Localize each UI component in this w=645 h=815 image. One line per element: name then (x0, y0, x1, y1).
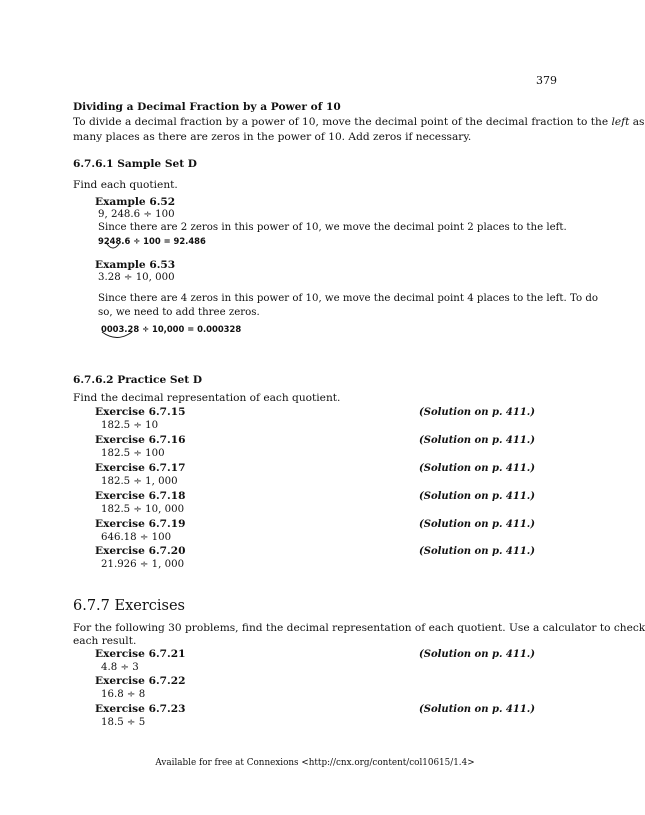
exercise-title: Exercise 6.7.22 (95, 675, 186, 687)
exercise-title: Exercise 6.7.21 (95, 648, 186, 660)
exercise-expression: 16.8 ÷ 8 (101, 689, 146, 700)
exercise-expression: 182.5 ÷ 10 (101, 420, 159, 431)
example-expression: 9, 248.6 ÷ 100 (98, 209, 175, 220)
rule-heading: Dividing a Decimal Fraction by a Power of 10 (73, 101, 341, 113)
exercise-expression: 182.5 ÷ 10, 000 (101, 504, 185, 515)
section-intro-line-1: For the following 30 problems, find the decimal representation of each quotient. Use a calculator to check (73, 622, 645, 634)
exercise-expression: 4.8 ÷ 3 (101, 662, 139, 673)
solution-link[interactable]: (Solution on p. 411.) (419, 407, 535, 418)
solution-link[interactable]: (Solution on p. 411.) (419, 704, 535, 715)
example-title: Example 6.52 (95, 196, 176, 208)
sample-set-heading: 6.7.6.1 Sample Set D (73, 158, 197, 170)
rule-text-emphasis: left (611, 116, 630, 128)
exercise-title: Exercise 6.7.15 (95, 406, 186, 418)
exercise-item (95, 518, 535, 544)
exercise-item (95, 490, 535, 516)
practice-set-heading: 6.7.6.2 Practice Set D (73, 374, 203, 386)
example-explanation: Since there are 4 zeros in this power of 10, we move the decimal point 4 places to the left. To do (98, 293, 599, 304)
rule-text-line-2: many places as there are zeros in the power of 10. Add zeros if necessary. (73, 131, 472, 143)
exercise-title: Exercise 6.7.17 (95, 462, 186, 474)
decimal-move-arrow (101, 331, 133, 341)
exercise-expression: 21.926 ÷ 1, 000 (101, 559, 185, 570)
solution-link[interactable]: (Solution on p. 411.) (419, 519, 535, 530)
example-explanation: Since there are 2 zeros in this power of 10, we move the decimal point 2 places to the left. (98, 222, 567, 233)
work-moved-digits: 48.6 (109, 236, 131, 246)
exercise-expression: 182.5 ÷ 1, 000 (101, 476, 178, 487)
exercise-expression: 646.18 ÷ 100 (101, 532, 172, 543)
exercise-item (95, 434, 535, 460)
section-intro-line-2: each result. (73, 635, 137, 647)
exercise-item (95, 648, 535, 674)
exercise-title: Exercise 6.7.23 (95, 703, 186, 715)
sample-set-instruction: Find each quotient. (73, 179, 178, 191)
page-number: 379 (536, 74, 557, 87)
work-left: 92 (98, 236, 110, 246)
exercise-item (95, 703, 535, 729)
rule-text-part: To divide a decimal fraction by a power of 10, move the decimal point of the decimal fraction to the (73, 116, 612, 128)
solution-link[interactable]: (Solution on p. 411.) (419, 546, 535, 557)
exercise-item (95, 545, 535, 571)
work-result: ÷ 10,000 = 0.000328 (139, 324, 242, 334)
exercise-expression: 182.5 ÷ 100 (101, 448, 165, 459)
rule-text-line-1 (73, 115, 645, 129)
exercise-item (95, 406, 535, 432)
example-title: Example 6.53 (95, 259, 176, 271)
work-moved-digits: 0003.28 (101, 324, 140, 334)
example-explanation-2: so, we need to add three zeros. (98, 307, 260, 318)
solution-link[interactable]: (Solution on p. 411.) (419, 435, 535, 446)
exercise-title: Exercise 6.7.19 (95, 518, 186, 530)
rule-text-part: as (629, 116, 645, 128)
exercise-item (95, 675, 535, 701)
exercise-item (95, 462, 535, 488)
work-result: ÷ 100 = 92.486 (130, 236, 206, 246)
decimal-move-arrow (106, 243, 120, 251)
section-heading: 6.7.7 Exercises (73, 598, 185, 614)
solution-link[interactable]: (Solution on p. 411.) (419, 463, 535, 474)
solution-link[interactable]: (Solution on p. 411.) (419, 649, 535, 660)
example-expression: 3.28 ÷ 10, 000 (98, 272, 175, 283)
solution-link[interactable]: (Solution on p. 411.) (419, 491, 535, 502)
page-footer: Available for free at Connexions <http://cnx.org/content/col10615/1.4> (155, 758, 475, 768)
exercise-title: Exercise 6.7.16 (95, 434, 186, 446)
exercise-title: Exercise 6.7.18 (95, 490, 186, 502)
practice-set-instruction: Find the decimal representation of each quotient. (73, 392, 341, 404)
exercise-title: Exercise 6.7.20 (95, 545, 186, 557)
exercise-expression: 18.5 ÷ 5 (101, 717, 146, 728)
